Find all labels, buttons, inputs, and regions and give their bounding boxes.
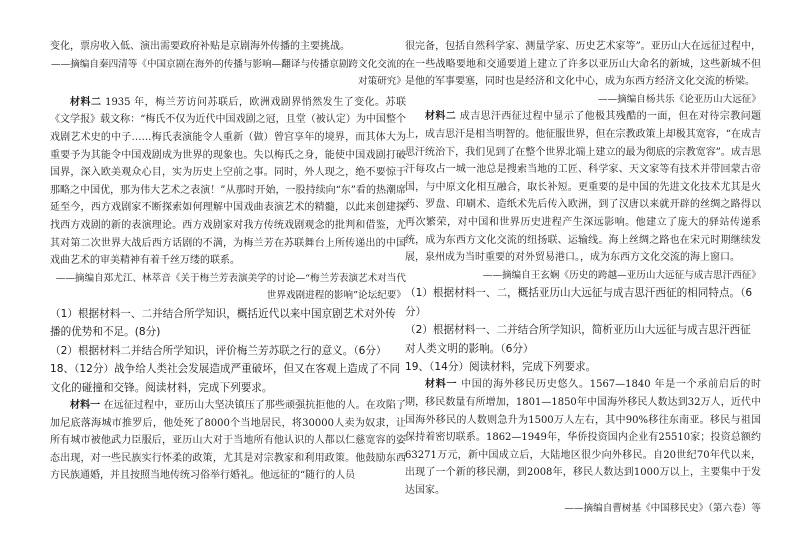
left-column bbox=[50, 38, 406, 485]
right-continued-text: 很完备，包括自然科学家、测量学家、历史艺术家等”。亚历山大在远征过程中，在一些战略要地和交通要道上建立了许多以亚历山大命名的新城，这些新城不但是他的军事要塞，同时也是经济和文化中心，成为东西方经济文化交流的桥梁。 bbox=[405, 41, 761, 88]
left-question-2: （2）根据材料二并结合所学知识，评价梅兰芳苏联之行的意义。（6分） bbox=[50, 344, 387, 357]
left-material-2 bbox=[50, 94, 406, 270]
right-material-2-source: ——摘编自王玄娴《历史的跨越—亚历山大远征与成吉思汗西征》 bbox=[482, 269, 761, 281]
right-continued-source: ——摘编自杨共乐《论亚历山大远征》 bbox=[597, 93, 761, 105]
left-material-2-text: 1935 年，梅兰芳访问苏联后，欧洲戏剧界悄然发生了变化。苏联《文学报》载文称：“梅氏不仅为近代中国戏剧之冠，且堂（被认定）为中国整个戏剧艺术史的中子……梅氏表演能令人重新（做）曾宫享年的境界，而其体大为重要予为其能令中国戏剧成为世界的现象也。失以梅氏之身，能使中国戏剧打破国界，深入欧美观众心目，实为历史上空前之事。同时，外人现之，绝不要惊于那略之中国优，那为伟大艺术之表演！”从那时开始，一股持续向“东”看的热潮席延至今，西方戏剧家不断探索如何理解中国戏曲表演艺术的精髓，以此来创建探找西方戏剧的新的表演理论。西方戏剧家对我方传统戏剧观念的批判和借鉴，尤其对第二次世界大战后西方话剧的不满，为梅兰芳在苏联舞台上所传递出的中国戏曲艺术的审美精神有着千丝万缕的联系。 bbox=[50, 96, 406, 267]
left-material-1-label: 材料一 bbox=[70, 399, 101, 411]
right-column bbox=[405, 38, 761, 517]
left-intro-text: 变化，票房收入低、演出需要政府补贴是京剧海外传播的主要挑战。 bbox=[50, 41, 350, 52]
question-18: 18、（12分）战争给人类社会发展造成严重破坏，但又在客观上造成了不同文化的碰撞和交锋。阅读材料，完成下列要求。 bbox=[50, 363, 401, 394]
right-material-1-source: ——摘编自曹树基《中国移民史》（第六卷）等 bbox=[564, 502, 761, 514]
left-material-2-source: ——摘编自郑尤江、林萃音《关于梅兰芳表演美学的讨论—“梅兰芳表演艺术对当代世界戏剧进程的影响”论坛纪要》 bbox=[55, 272, 406, 302]
right-question-1: （1）根据材料一、二，概括亚历山大远征与成吉思汗西征的相同特点。（6分） bbox=[405, 287, 753, 318]
right-material-1-label: 材料一 bbox=[425, 379, 458, 391]
left-question-1: （1）根据材料一、二并结合所学知识，概括近代以来中国京剧艺术对外传播的优势和不足。(8分) bbox=[50, 307, 396, 339]
right-material-2-label: 材料二 bbox=[425, 111, 457, 123]
right-material-2-text: 成吉思汗西征过程中显示了他极其残酷的一面，但在对待宗教问题上，成吉思汗是相当明智的。他征服世界，但在宗教政策上却极其宽容，“在成吉思汗统治下，我们见到了在整个世界北端上建立的最为彻底的宗教宽容”。成吉思汗每攻占一城一池总是搜索当地的工匠、科学家、天文家等有技术并带回蒙古帝国，与中原文化相互融合，取长补短。更重要的是中国的先进文化技术尤其是火药、罗盘、印刷术、造纸术先后传入欧洲，到了汉唐以来就开辟的丝绸之路得以再次繁荣，对中国和世界历史进程产生深远影响。他建立了庞大的驿站传递系统，成为东西方文化交流的纽扬联、运输线。海上丝绸之路也在宋元时期继续发展，泉州成为当时重要的对外贸易港口。 bbox=[405, 111, 762, 264]
right-material-2-tail: ，成为东西方文化交流的海上窗口。 bbox=[580, 252, 740, 264]
left-intro-source: ——摘编自秦四清等《中国京剧在海外的传播与影响—翻译与传播京剧跨文化交流的对策研究》 bbox=[51, 58, 406, 88]
right-material-2 bbox=[405, 108, 761, 266]
right-material-1 bbox=[405, 376, 761, 499]
right-question-2: （2）根据材料一、二并结合所学知识，简析亚历山大远征与成吉思汗西征对人类文明的影响。（6分） bbox=[405, 324, 751, 355]
left-material-2-label: 材料二 bbox=[70, 96, 102, 108]
left-material-1 bbox=[50, 397, 406, 485]
question-19: 19、（14分）阅读材料，完成下列要求。 bbox=[405, 360, 597, 373]
right-material-1-text: 中国的海外移民历史悠久。1567—1840 年是一个承前启后的时期，移民数量有所增加，1801—1850年中国海外移民人数达到32万人，近代中国海外移民的人数则急升为1500万人左右，其中90%移往东南亚。移民与祖国保持着密切联系。1862—1949年，华侨投资国内企业有25510家；投资总额约63271万元，新中国成立后，大陆地区很少向外移民。自20世纪70年代以来，出现了一个新的移民潮，到2008年，移民人数达到1000万以上，主要集中于发达国家。 bbox=[405, 379, 762, 496]
left-material-1-text: 在远征过程中，亚历山大坚决镇压了那些顽强抗拒他的人。在攻陷了加尼底落海城市推罗后，他处死了8000个当地居民，将30000人卖为奴隶，让所有城市被他武力臣服后，亚历山大对于当地所有他认识的人都以仁慈宽容的姿态出现，对一些民族实行怀柔的政策，尤其是对宗教家和利用政策。他鼓励东西方民族通婚，并且按照当地传统习俗举行婚礼。他远征的“随行的人员 bbox=[50, 399, 407, 482]
